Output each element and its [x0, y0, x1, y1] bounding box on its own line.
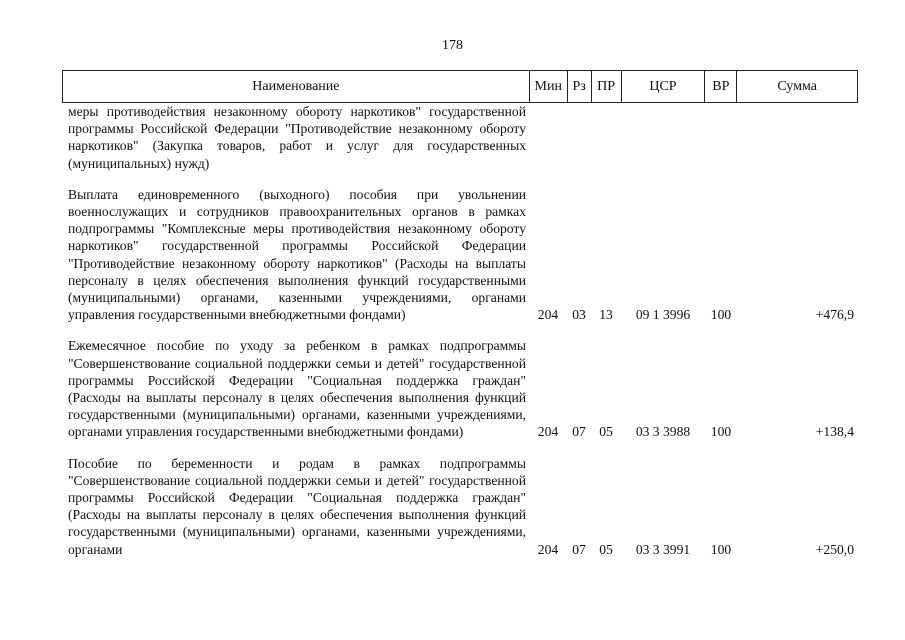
header-name: Наименование [252, 78, 340, 94]
row-rz: 03 [572, 307, 586, 323]
header-vr: ВР [704, 71, 736, 102]
row-vr: 100 [710, 424, 732, 440]
row-rz: 07 [572, 541, 586, 557]
row-csr: 09 1 3996 [635, 307, 691, 323]
row-csr: 03 3 3988 [635, 424, 691, 440]
header-min: Мин [529, 71, 567, 102]
row-pr: 13 [599, 307, 613, 323]
table-row [62, 103, 858, 172]
row-name: Ежемесячное пособие по уходу за ребенком в рамках подпрограммы "Совершенствование социальной поддержки семьи и детей" государственной программы Российской Федерации "Социальная поддержка граждан" (Расходы на выплаты персоналу в целях обеспечения выполнения функций государственными (муниципальными) органами, казенными учреждениями, органами управления государственными внебюджетными фондами) [68, 338, 526, 440]
row-min: 204 [537, 424, 559, 440]
row-sum: +250,0 [815, 541, 854, 557]
row-min: 204 [537, 541, 559, 557]
table-row [62, 337, 858, 440]
row-sum: +476,9 [815, 307, 854, 323]
header-sum: Сумма [736, 71, 857, 102]
header-pr: ПР [591, 71, 621, 102]
table-row [62, 186, 858, 324]
row-name: Пособие по беременности и родам в рамках подпрограммы "Совершенствование социальной поддержки семьи и детей" государственной программы Российской Федерации "Социальная поддержка граждан" (Расходы на выплаты персоналу в целях обеспечения выполнения функций государственными (муниципальными) органами, казенными учреждениями, органами [68, 455, 526, 557]
table-header [62, 70, 858, 103]
page-number: 178 [442, 38, 463, 53]
header-csr: ЦСР [621, 71, 705, 102]
budget-table [62, 70, 858, 572]
row-pr: 05 [599, 541, 613, 557]
row-name: Выплата единовременного (выходного) пособия при увольнении военнослужащих и сотрудников правоохранительных органов в рамках подпрограммы "Комплексные меры противодействия незаконному обороту наркотиков" государственной программы Российской Федерации "Противодействие незаконному обороту наркотиков" (Расходы на выплаты персоналу в целях обеспечения выполнения функций государственными (муниципальными) органами, казенными учреждениями, органами управления государственными внебюджетными фондами) [68, 186, 526, 323]
row-vr: 100 [710, 541, 732, 557]
row-rz: 07 [572, 424, 586, 440]
row-vr: 100 [710, 307, 732, 323]
table-row [62, 455, 858, 558]
row-min: 204 [537, 307, 559, 323]
header-rz: Рз [567, 71, 591, 102]
row-sum: +138,4 [815, 424, 854, 440]
row-pr: 05 [599, 424, 613, 440]
row-csr: 03 3 3991 [635, 541, 691, 557]
row-name: меры противодействия незаконному обороту наркотиков" государственной программы Российской Федерации "Противодействие незаконному обороту наркотиков" (Закупка товаров, работ и услуг для государственных (муниципальных) нужд) [68, 104, 526, 171]
